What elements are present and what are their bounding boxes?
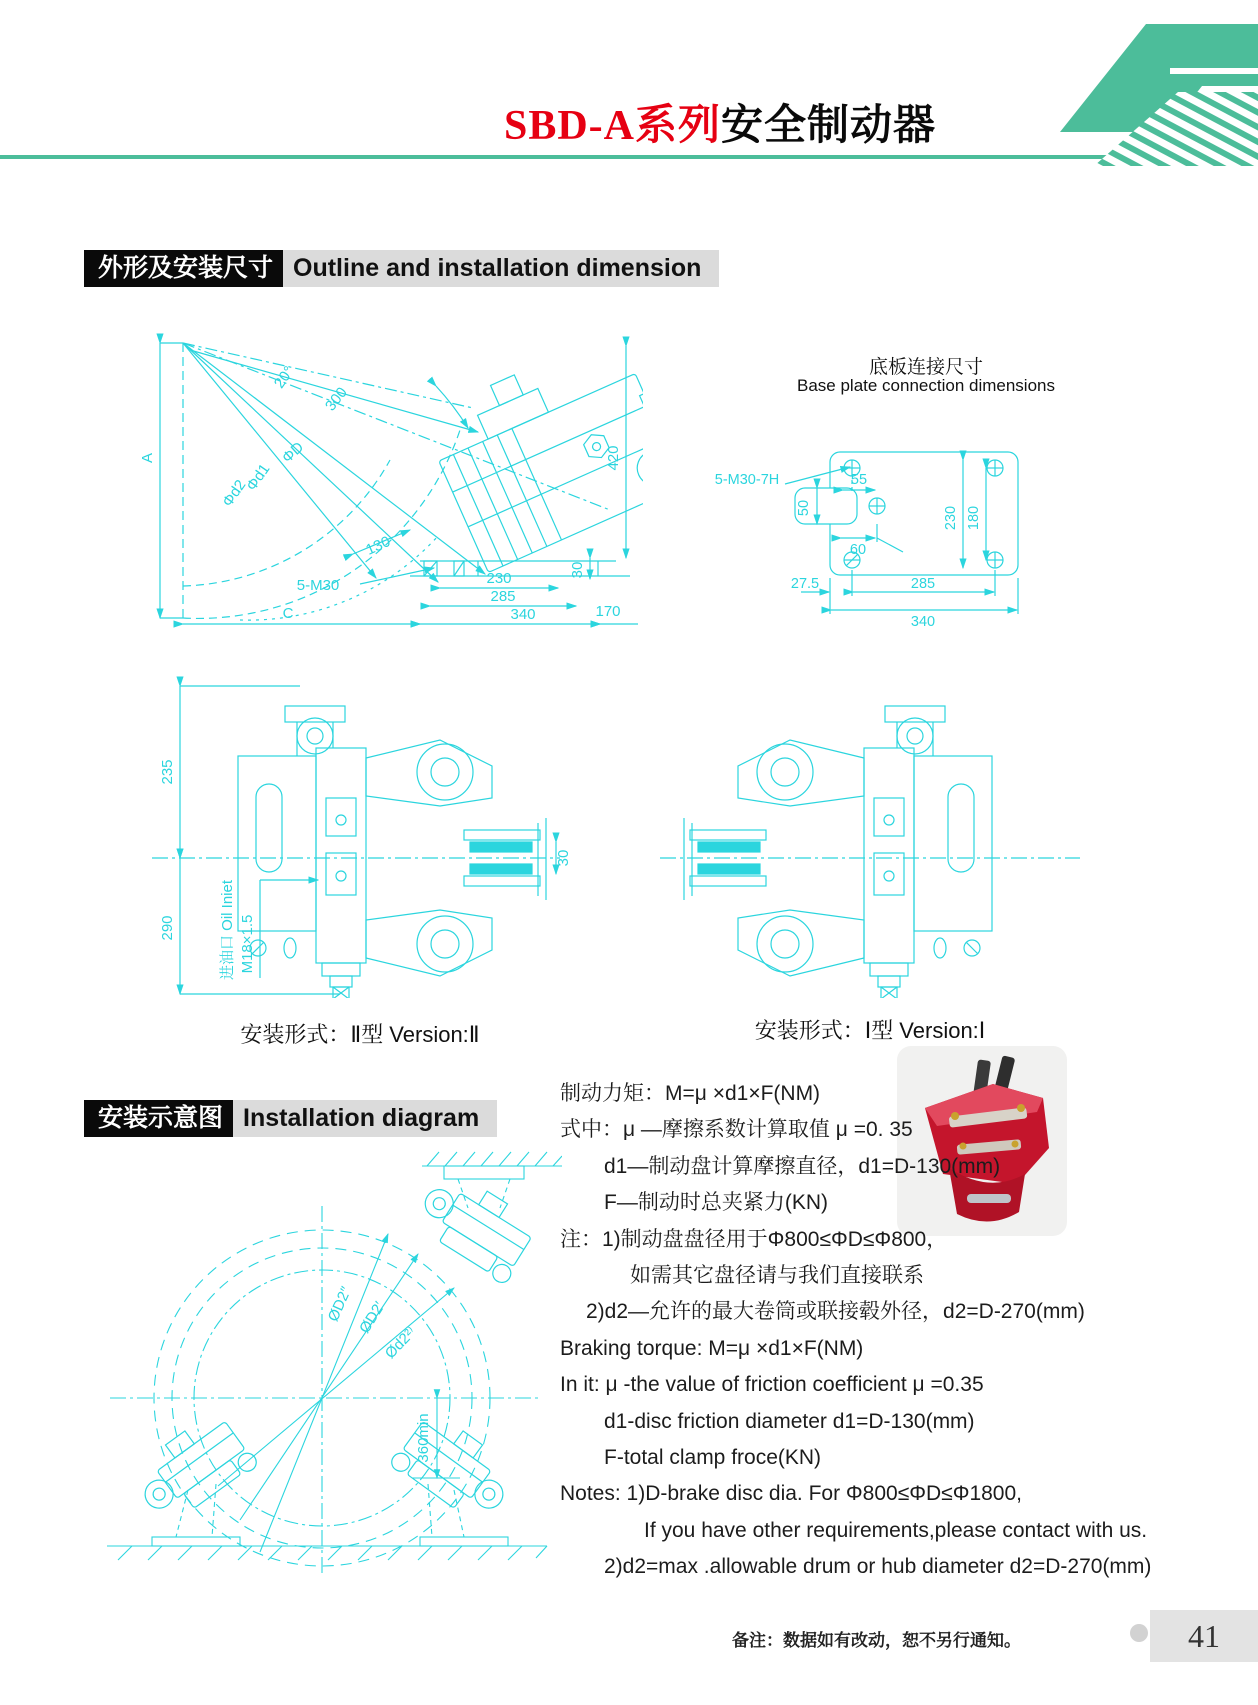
section-outline-header [84, 250, 719, 287]
white-stripe [1170, 68, 1258, 74]
dim-30: 30 [569, 561, 586, 579]
dim-340: 340 [510, 606, 536, 623]
dim-20deg: 20° [270, 363, 298, 392]
dim-phiD: ΦD [278, 438, 308, 467]
formula-line: 如需其它盘径请与我们直接联系 [630, 1264, 924, 1288]
dim-phid2: Φd2 [219, 476, 250, 511]
outline-drawing [138, 318, 643, 653]
formula-line: d1-disc friction diameter d1=D-130(mm) [604, 1409, 975, 1433]
label-D2-doubleprime: ØD2″ [324, 1284, 356, 1325]
formula-line: 2)d2=max .allowable drum or hub diameter d2=D-270(mm) [604, 1555, 1152, 1579]
baseplate-title-zh: 底板连接尺寸 [868, 357, 983, 378]
brake-unit-left [127, 1407, 260, 1531]
version1-drawing [650, 648, 1090, 998]
caliper-body [238, 706, 546, 998]
dim-55: 55 [850, 472, 868, 488]
page-number: 41 [1150, 1610, 1258, 1662]
formula-line: 2)d2—允许的最大卷筒或联接毂外径，d2=D-270(mm) [586, 1300, 1085, 1324]
dim-50: 50 [796, 499, 812, 517]
formula-line: In it: μ -the value of friction coefficient μ =0.35 [560, 1373, 984, 1397]
dim-170: 170 [595, 603, 621, 620]
formula-line: 制动力矩：M=μ ×d1×F(NM) [560, 1082, 821, 1105]
caliper-body-mirrored [684, 706, 992, 998]
section-installation-zh: 安装示意图 [84, 1100, 233, 1137]
oil-inlet-label: 进油口 Oil Iniet [219, 879, 236, 981]
dim-C: C [282, 605, 294, 622]
dim-phid1: Φd1 [243, 460, 274, 495]
dim-340: 340 [910, 614, 936, 630]
version1-caption: 安装形式：Ⅰ型 Version:Ⅰ [754, 1018, 986, 1043]
version2-caption: 安装形式：Ⅱ型 Version:Ⅱ [240, 1022, 480, 1047]
baseplate-title-en: Base plate connection dimensions [797, 376, 1055, 395]
baseplate-drawing [655, 400, 1085, 635]
formula-block [560, 1076, 1180, 1586]
baseplate-geometry [785, 452, 1018, 614]
footer-note: 备注：数据如有改动，恕不另行通知。 [732, 1631, 1021, 1650]
formula-line: Notes: 1)D-brake disc dia. For Φ800≤ΦD≤Φ1800, [560, 1482, 1022, 1506]
formula-line: Braking torque: M=μ ×d1×F(NM) [560, 1336, 864, 1360]
formula-line: If you have other requirements,please contact with us. [644, 1518, 1148, 1542]
label-d2: Ød2²⁾ [381, 1323, 420, 1363]
section-outline-zh: 外形及安装尺寸 [84, 250, 283, 287]
dim-130: 130 [363, 533, 394, 559]
dim-27-5: 27.5 [790, 576, 820, 592]
page-number-dot [1130, 1624, 1148, 1642]
dim-30: 30 [555, 849, 572, 867]
section-outline-en: Outline and installation dimension [283, 250, 719, 287]
page-title-product: 安全制动器 [721, 103, 937, 149]
dim-180: 180 [966, 505, 982, 531]
dim-300: 300 [322, 384, 351, 415]
dim-420: 420 [605, 445, 622, 471]
dim-5M30-7H: 5-M30-7H [714, 472, 780, 488]
formula-line: F—制动时总夹紧力(KN) [604, 1191, 828, 1215]
formula-line: 式中：μ —摩擦系数计算取值 μ =0. 35 [560, 1118, 913, 1142]
dim-290: 290 [159, 915, 176, 941]
thread-label: M18×1.5 [239, 914, 256, 974]
label-360min: 360min [415, 1413, 432, 1463]
section-installation-en: Installation diagram [233, 1100, 497, 1137]
install-geometry [107, 1152, 562, 1573]
section-installation-header [84, 1100, 497, 1137]
formula-line: d1—制动盘计算摩擦直径，d1=D-130(mm) [604, 1154, 1001, 1178]
dim-5M30: 5-M30 [296, 577, 340, 594]
label-D2-prime: ØD2′ [356, 1298, 389, 1337]
dim-285: 285 [910, 576, 936, 592]
formula-line: 注：1)制动盘盘径用于Φ800≤ΦD≤Φ800， [560, 1227, 948, 1251]
page-title [400, 92, 1040, 149]
dim-230: 230 [486, 570, 512, 587]
dim-235: 235 [159, 759, 176, 785]
dim-230: 230 [943, 505, 959, 531]
formula-line: F-total clamp froce(KN) [604, 1446, 822, 1470]
version2-drawing [140, 648, 580, 998]
dim-285: 285 [490, 588, 516, 605]
installation-diagram [92, 1148, 562, 1578]
dim-A: A [139, 452, 156, 464]
dim-60: 60 [849, 542, 867, 558]
header-corner-decoration [1020, 12, 1258, 174]
page-title-series: SBD-A系列 [503, 103, 721, 149]
